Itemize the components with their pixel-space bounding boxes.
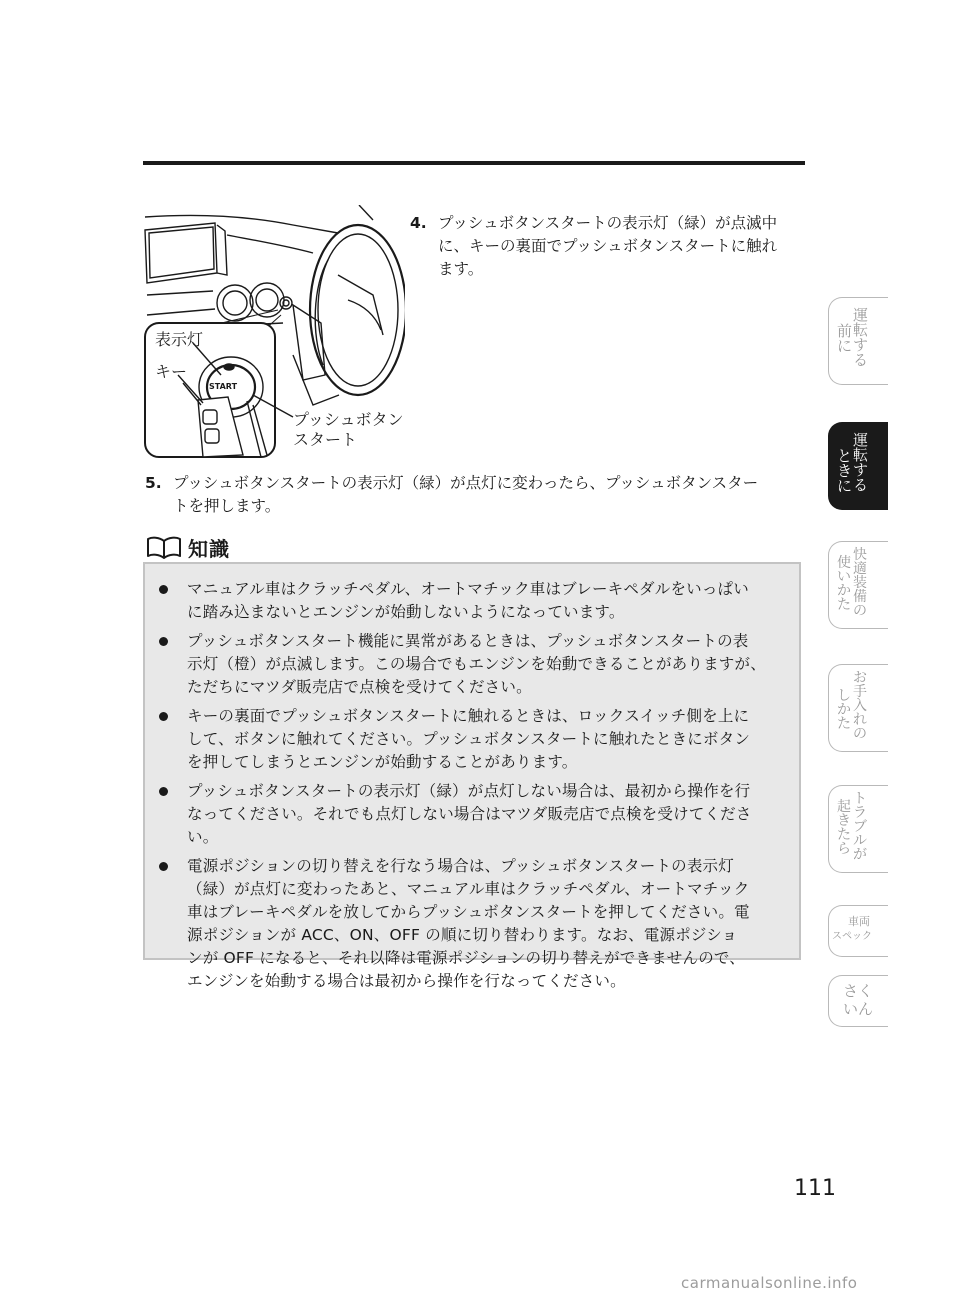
knowledge-heading [146, 532, 230, 562]
step-number: 4. [410, 214, 427, 232]
header-rule [143, 161, 805, 165]
tab-before-driving[interactable]: 運転する 前に [828, 297, 888, 385]
list-item: プッシュボタンスタート機能に異常があるときは、プッシュボタンスタートの表 示灯（橙）が点滅します。この場合でもエンジンを始動できることがありますが、 ただちにマツダ販売店で点検を受けてください。 [187, 630, 783, 699]
step-4 [410, 212, 805, 281]
watermark: carmanualsonline.info [681, 1274, 858, 1292]
step-line: プッシュボタンスタートの表示灯（緑）が点滅中 [438, 214, 778, 232]
tab-comfort-features[interactable]: 快適装備の 使いかた [828, 541, 888, 629]
list-item: マニュアル車はクラッチペダル、オートマチック車はブレーキペダルをいっぱい に踏み込まないとエンジンが始動しないようになっています。 [187, 578, 783, 624]
book-icon [146, 535, 182, 559]
list-item: キーの裏面でプッシュボタンスタートに触れるときは、ロックスイッチ側を上に して、ボタンに触れてください。プッシュボタンスタートに触れたときにボタン を押してしまうとエンジンが始動することがあります。 [187, 705, 783, 774]
knowledge-list [145, 564, 799, 993]
button-callout-line1: プッシュボタン [293, 410, 404, 429]
page-number: 111 [794, 1176, 836, 1201]
step-line: トを押します。 [173, 497, 281, 515]
tab-when-driving[interactable]: 運転する ときに [828, 422, 888, 510]
tab-vehicle-specs[interactable]: 車両 スペック [828, 905, 888, 957]
list-item: プッシュボタンスタートの表示灯（緑）が点灯しない場合は、最初から操作を行 なってください。それでも点灯しない場合はマツダ販売店で点検を受けてくださ い。 [187, 780, 783, 849]
indicator-callout: 表示灯 [155, 330, 204, 349]
key-callout: キー [155, 362, 188, 381]
step-5 [145, 472, 805, 518]
tab-index[interactable]: さく いん [828, 975, 888, 1027]
dashboard-illustration [143, 205, 405, 460]
start-button-label: START [209, 382, 238, 391]
tab-troubleshooting[interactable]: トラブルが 起きたら [828, 785, 888, 873]
step-line: に、キーの裏面でプッシュボタンスタートに触れ [438, 237, 778, 255]
list-item: 電源ポジションの切り替えを行なう場合は、プッシュボタンスタートの表示灯 （緑）が点灯に変わったあと、マニュアル車はクラッチペダル、オートマチック 車はブレーキペダルを放してからプッシュボタンスタートを押してください。電 源ポジションが ACC、ON、OFF の順に切り替わります。なお、電源ポジショ ンが OFF になると、それ以降は電源ポジションの切り替えができませんので、 エンジンを始動する場合は最初から操作を行なってください。 [187, 855, 783, 993]
step-line: プッシュボタンスタートの表示灯（緑）が点灯に変わったら、プッシュボタンスター [173, 474, 759, 492]
tab-maintenance[interactable]: お手入れの しかた [828, 664, 888, 752]
knowledge-title: 知識 [188, 536, 230, 561]
step-number: 5. [145, 474, 162, 492]
step-line: ます。 [438, 260, 484, 278]
button-callout-line2: スタート [293, 430, 358, 449]
knowledge-box [143, 562, 801, 990]
